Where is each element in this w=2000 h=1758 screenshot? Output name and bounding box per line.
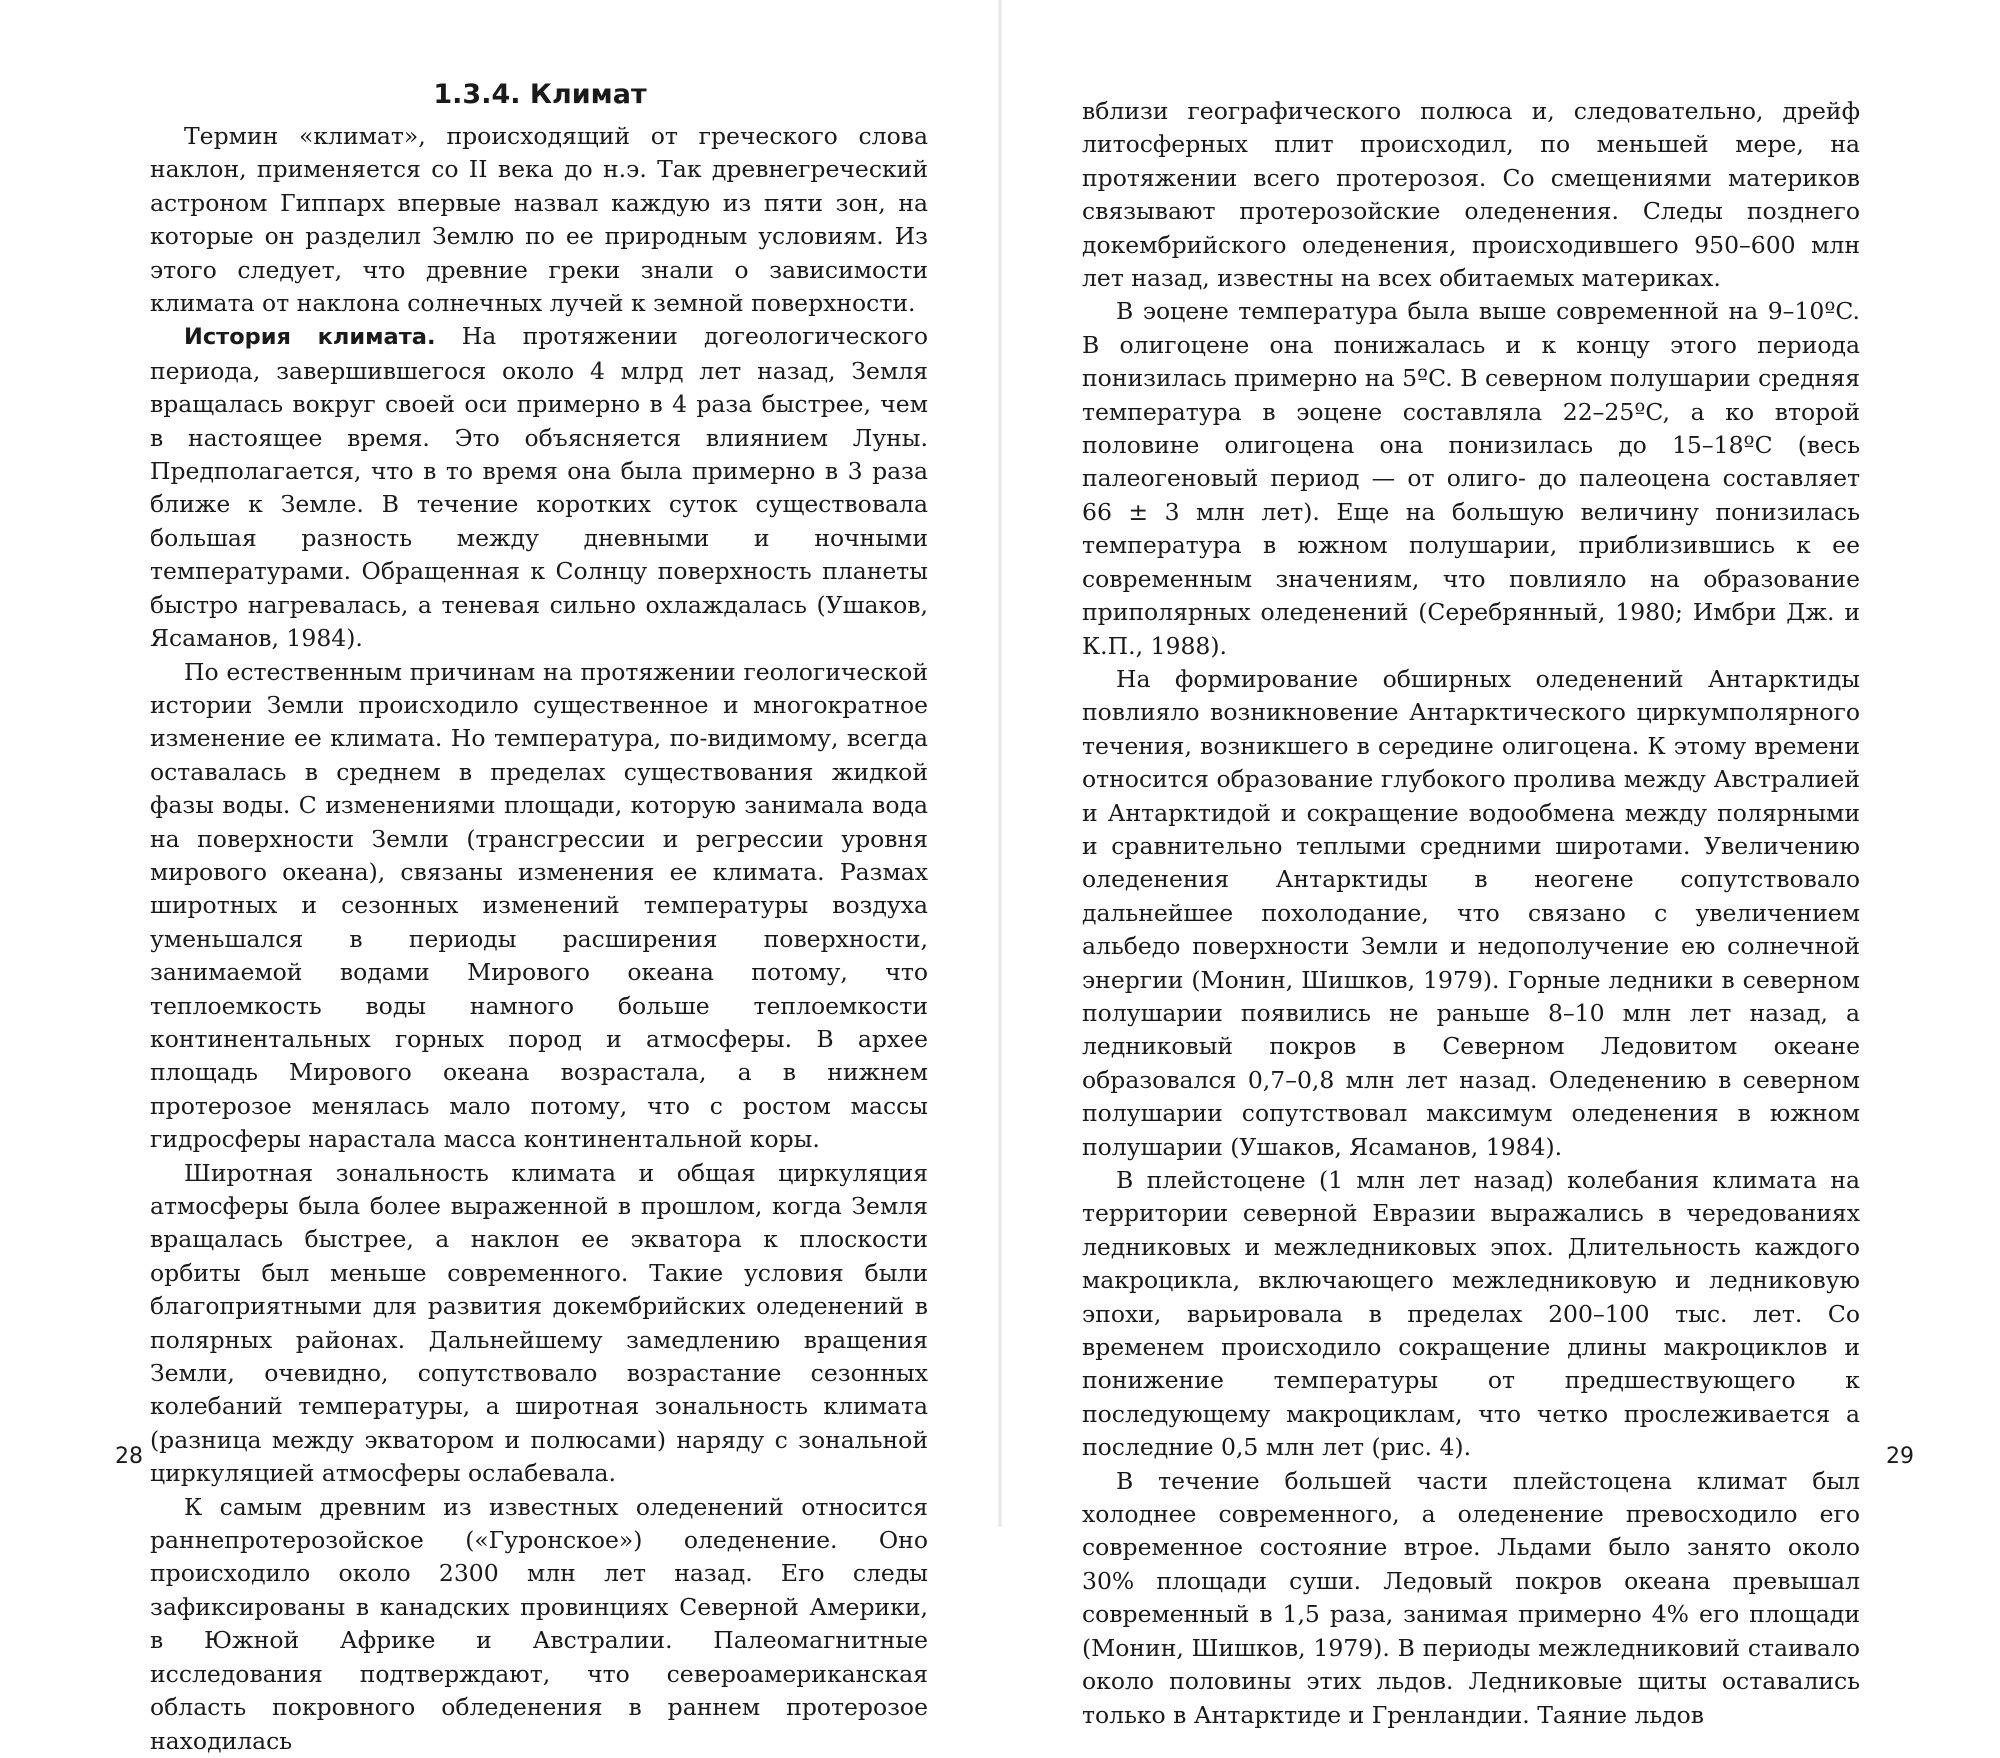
paragraph: По естественным причинам на протяжении геологической истории Земли происходило существенное и многократное изменение ее климата. Но температура, по-видимому, всегда оставалась в среднем в пределах существования жидкой фазы воды. С изменениями площади, которую занимала вода на поверхности Земли (трансгрессии и регрессии уровня мирового океана), связаны изменения ее климата. Размах широтных и сезонных изменений температуры воздуха уменьшался в периоды расширения поверхности, занимаемой водами Мирового океана потому, что теплоемкость воды намного больше теплоемкости континентальных горных пород и атмосферы. В архее площадь Мирового океана возрастала, а в нижнем протерозое менялась мало потому, что с ростом массы гидросферы нарастала масса континентальной коры. bbox=[150, 657, 928, 1154]
paragraph-lead-in: История климата. bbox=[184, 324, 436, 351]
section-heading: 1.3.4. Климат bbox=[433, 79, 647, 110]
right-page bbox=[1000, 0, 2000, 1729]
right-page-text bbox=[1082, 95, 1860, 1732]
paragraph bbox=[150, 320, 928, 655]
paragraph-continued: вблизи географического полюса и, следовательно, дрейф литосферных плит происходил, по меньшей мере, на протяжении всего протерозоя. Со смещениями материков связывают протерозойские оледенения. Следы позднего докембрийского оледенения, происходившего 950–600 млн лет назад, известны на всех обитаемых материках. bbox=[1082, 97, 1860, 293]
paragraph: В плейстоцене (1 млн лет назад) колебания климата на территории северной Евразии выражались в чередованиях ледниковых и межледниковых эпох. Длительность каждого макроцикла, включающего межледниковую и ледниковую эпохи, варьировала в пределах 200–100 тыс. лет. Со временем происходило сокращение длины макроциклов и понижение температуры от предшествующего к последующему макроциклам, что четко прослеживается а последние 0,5 млн лет (рис. 4). bbox=[1082, 1166, 1860, 1462]
page-number: 29 bbox=[1886, 1444, 1914, 1469]
paragraph-body: На протяжении догеологического периода, завершившегося около 4 млрд лет назад, Земля вращалась вокруг своей оси примерно в 4 раза быстрее, чем в настоящее время. Это объясняется влиянием Луны. Предполагается, что в то время она была примерно в 3 раза ближе к Земле. В течение коротких суток существовала большая разность между дневными и ночными температурами. Обращенная к Солнцу поверхность планеты быстро нагревалась, а теневая сильно охлаждалась (Ушаков, Ясаманов, 1984). bbox=[150, 322, 928, 653]
paragraph: Термин «климат», происходящий от греческого слова наклон, применяется со II века до н.э. Так древнегреческий астроном Гиппарх впервые назвал каждую из пяти зон, на которые он разделил Землю по ее природным условиям. Из этого следует, что древние греки знали о зависимости климата от наклона солнечных лучей к земной поверхности. bbox=[150, 122, 928, 318]
paragraph: На формирование обширных оледенений Антарктиды повлияло возникновение Антарктического циркумполярного течения, возникшего в середине олигоцена. К этому времени относится образование глубокого пролива между Австралией и Антарктидой и сокращение водообмена между полярными и сравнительно теплыми средними широтами. Увеличению оледенения Антарктиды в неогене сопутствовало дальнейшее похолодание, что связано с увеличением альбедо поверхности Земли и недополучение ею солнечной энергии (Монин, Шишков, 1979). Горные ледники в северном полушарии появились не раньше 8–10 млн лет назад, а ледниковый покров в Северном Ледовитом океане образовался 0,7–0,8 млн лет назад. Оледенению в северном полушарии сопутствовал максимум оледенения в южном полушарии (Ушаков, Ясаманов, 1984). bbox=[1082, 664, 1860, 1161]
paragraph: В течение большей части плейстоцена климат был холоднее современного, а оледенение превосходило его современное состояние втрое. Льдами было занято около 30% площади суши. Ледовый покров океана превышал современный в 1,5 раза, занимая примерно 4% его площади (Монин, Шишков, 1979). В периоды межледниковий стаивало около половины этих льдов. Ледниковые щиты оставались только в Антарктиде и Гренландии. Таяние льдов bbox=[1082, 1466, 1860, 1729]
paragraph: В эоцене температура была выше современной на 9–10ºC. В олигоцене она понижалась и к концу этого периода понизилась примерно на 5ºC. В северном полушарии средняя температура в эоцене составляла 22–25ºC, а ко второй половине олигоцена она понизилась до 15–18ºC (весь палеогеновый период — от олиго- до палеоцена составляет 66 ± 3 млн лет). Еще на большую величину понизилась температура в южном полушарии, приблизившись к ее современным значениям, что повлияло на образование приполярных оледенений (Серебрянный, 1980; Имбри Дж. и К.П., 1988). bbox=[1082, 297, 1860, 660]
left-page bbox=[0, 0, 1000, 1755]
paragraph: Широтная зональность климата и общая циркуляция атмосферы была более выраженной в прошлом, когда Земля вращалась быстрее, а наклон ее экватора к плоскости орбиты был меньше современного. Такие условия были благоприятными для развития докембрийских оледенений в полярных районах. Дальнейшему замедлению вращения Земли, очевидно, сопутствовало возрастание сезонных колебаний температуры, а широтная зональность климата (разница между экватором и полюсами) наряду с зональной циркуляцией атмосферы ослабевала. bbox=[150, 1158, 928, 1488]
left-page-text bbox=[150, 120, 928, 1758]
page-number: 28 bbox=[115, 1444, 143, 1469]
paragraph: К самым древним из известных оледенений относится раннепротерозойское («Гуронское») оледенение. Оно происходило около 2300 млн лет назад. Его следы зафиксированы в канадских провинциях Северной Америки, в Южной Африке и Австралии. Палеомагнитные исследования подтверждают, что североамериканская область покровного обледенения в раннем протерозое находилась bbox=[150, 1492, 928, 1755]
